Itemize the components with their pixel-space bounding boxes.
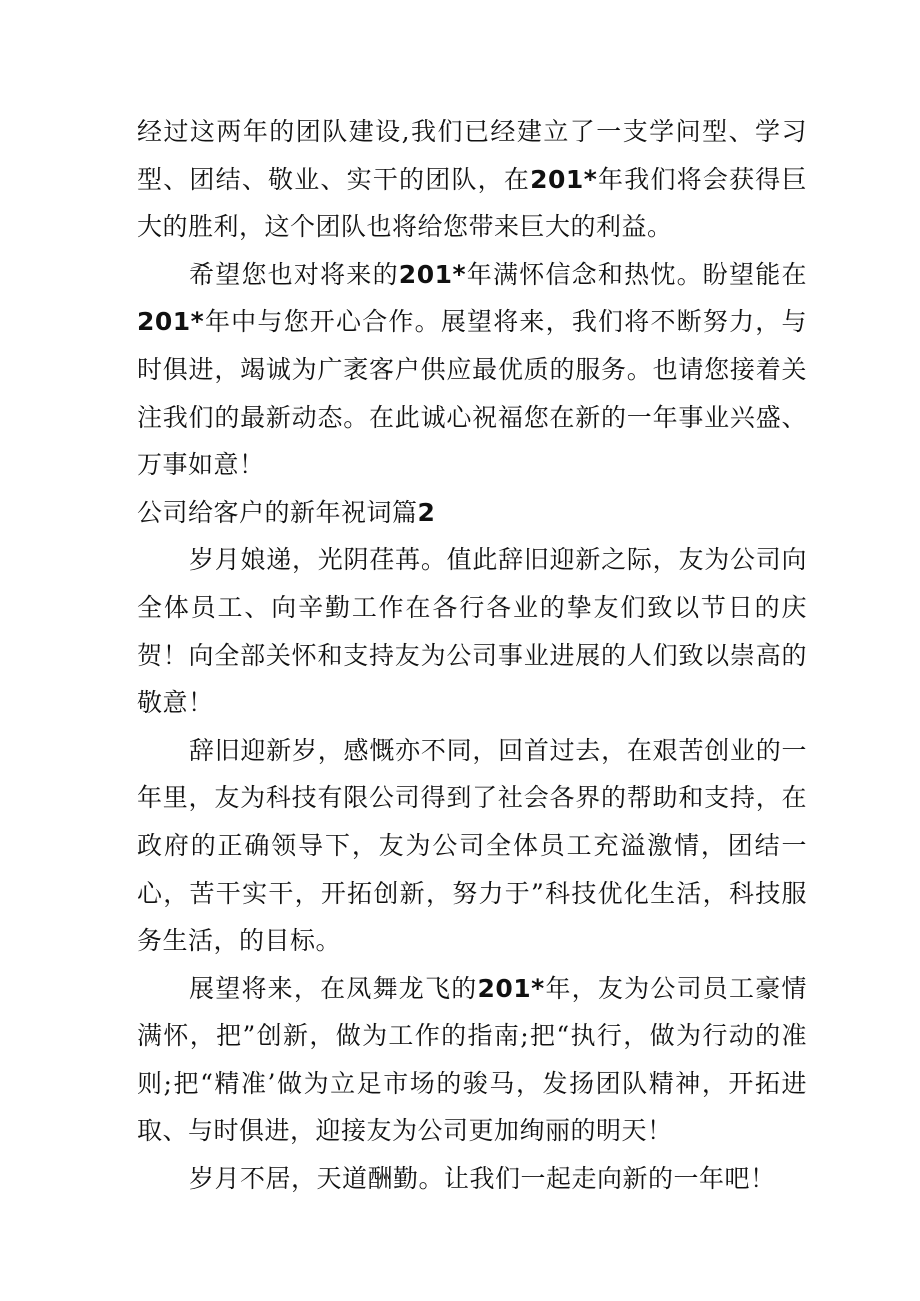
paragraph: 辞旧迎新岁，感慨亦不同，回首过去，在艰苦创业的一年里，友为科技有限公司得到了社会各界的帮助和支持，在政府的正确领导下，友为公司全体员工充溢激情，团结一心，苦干实干，开拓创新，努力于”科技优化生活，科技服务生活，的目标。 <box>137 735 807 956</box>
section-heading: 公司给客户的新年祝词篇2 <box>137 497 436 527</box>
paragraph: 岁月娘递，光阴荏苒。值此辞旧迎新之际，友为公司向全体员工、向辛勤工作在各行各业的挚友们致以节日的庆贺！向全部关怀和支持友为公司事业进展的人们致以崇高的敬意！ <box>137 545 807 718</box>
paragraph: 希望您也对将来的201*年满怀信念和热忱。盼望能在201*年中与您开心合作。展望将来，我们将不断努力，与时俱进，竭诚为广袤客户供应最优质的服务。也请您接着关注我们的最新动态。在此诚心祝福您在新的一年事业兴盛、万事如意！ <box>137 259 807 480</box>
paragraph: 岁月不居，天道酬勤。让我们一起走向新的一年吧！ <box>189 1164 776 1194</box>
paragraph: 经过这两年的团队建设,我们已经建立了一支学问型、学习型、团结、敬业、实干的团队，在201*年我们将会获得巨大的胜利，这个团队也将给您带来巨大的利益。 <box>137 117 807 242</box>
paragraph: 展望将来，在凤舞龙飞的201*年，友为公司员工豪情满怀，把”创新，做为工作的指南;把“执行，做为行动的准则;把“精准’做为立足市场的骏马，发扬团队精神，开拓进取、与时俱进，迎接友为公司更加绚丽的明天！ <box>137 973 807 1146</box>
document-page <box>137 108 807 1203</box>
